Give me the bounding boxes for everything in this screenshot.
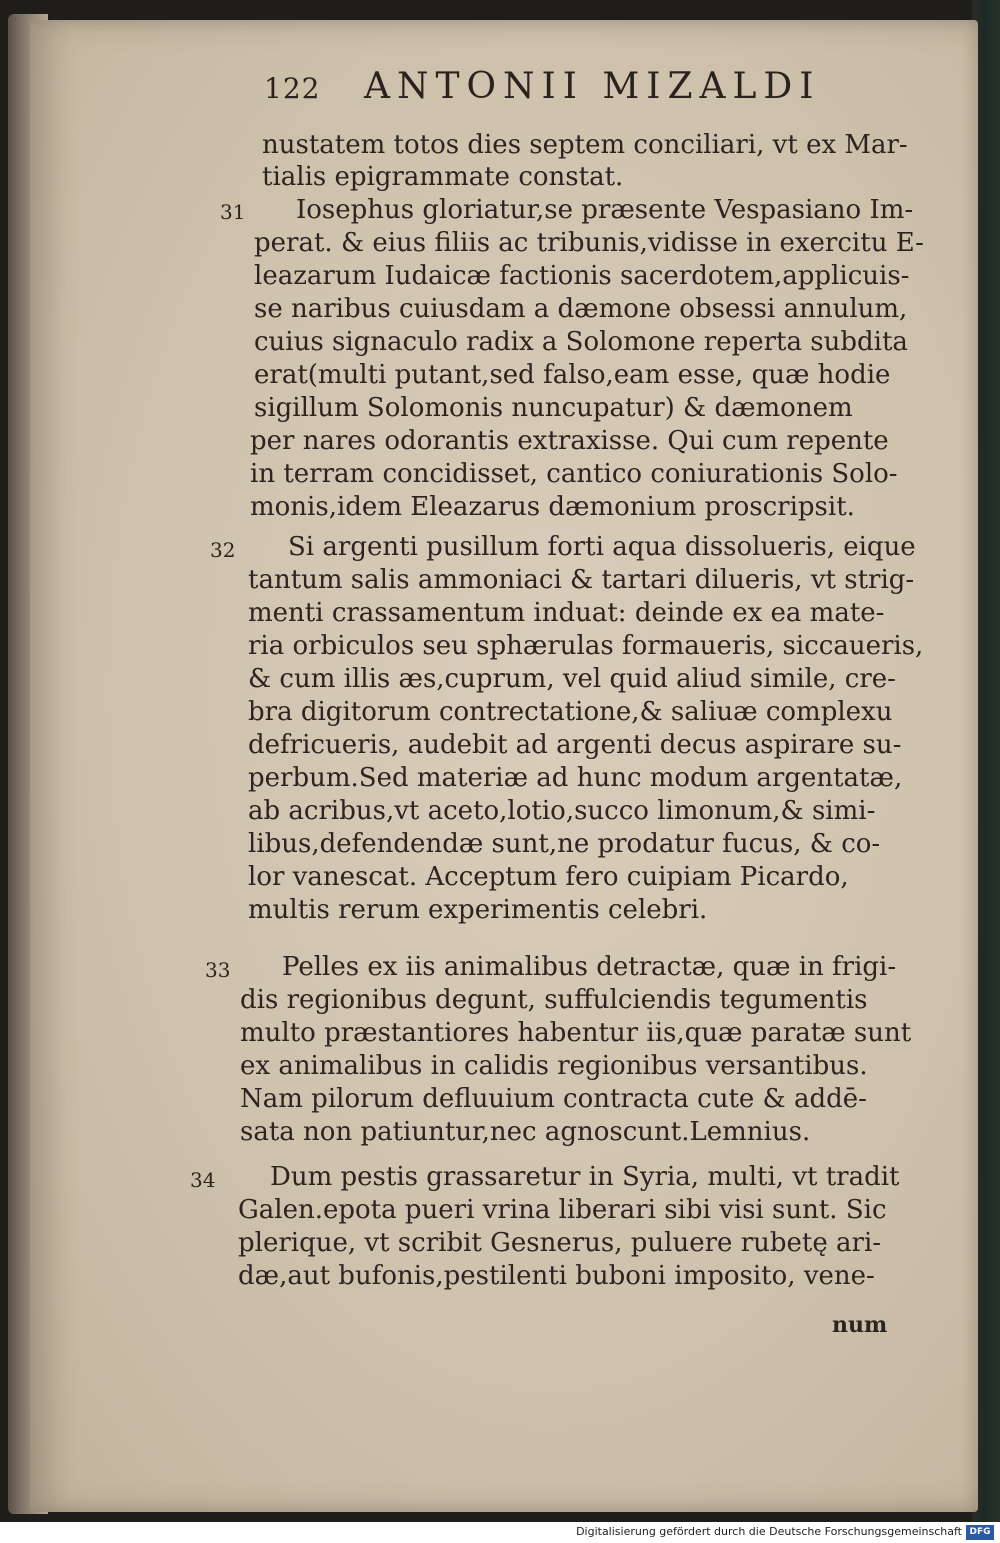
text-line: cuius signaculo radix a Solomone reperta subdita xyxy=(254,327,908,357)
digitization-footer xyxy=(0,1522,1000,1543)
text-line: lor vanescat. Acceptum fero cuipiam Picardo, xyxy=(248,862,849,892)
text-line: leazarum Iudaicæ factionis sacerdotem,applicuis- xyxy=(254,261,910,291)
text-line: Si argenti pusillum forti aqua dissolueris, eique xyxy=(288,532,916,562)
catchword: num xyxy=(832,1312,888,1338)
text-line: dæ,aut bufonis,pestilenti buboni imposito, vene- xyxy=(238,1261,875,1291)
text-line: ab acribus,vt aceto,lotio,succo limonum,& simi- xyxy=(248,796,876,826)
text-line: perat. & eius filiis ac tribunis,vidisse in exercitu E- xyxy=(254,228,924,258)
text-line: sigillum Solomonis nuncupatur) & dæmonem xyxy=(254,393,853,423)
margin-number: 33 xyxy=(205,958,231,982)
text-line: Nam pilorum defluuium contracta cute & addē- xyxy=(240,1084,867,1114)
text-line: Galen.epota pueri vrina liberari sibi visi sunt. Sic xyxy=(238,1195,887,1225)
dfg-logo: DFG xyxy=(966,1525,994,1540)
text-line: bra digitorum contrectatione,& saliuæ complexu xyxy=(248,697,893,727)
text-line: ex animalibus in calidis regionibus versantibus. xyxy=(240,1051,868,1081)
text-line: se naribus cuiusdam a dæmone obsessi annulum, xyxy=(254,294,908,324)
text-line: Dum pestis grassaretur in Syria, multi, vt tradit xyxy=(270,1162,900,1192)
text-line: sata non patiuntur,nec agnoscunt.Lemnius. xyxy=(240,1117,811,1147)
text-line: dis regionibus degunt, suffulciendis tegumentis xyxy=(240,985,868,1015)
text-line: & cum illis æs,cuprum, vel quid aliud simile, cre- xyxy=(248,664,896,694)
text-line: perbum.Sed materiæ ad hunc modum argentatæ, xyxy=(248,763,903,793)
text-line: erat(multi putant,sed falso,eam esse, quæ hodie xyxy=(254,360,891,390)
text-line: multo præstantiores habentur iis,quæ paratæ sunt xyxy=(240,1018,912,1048)
text-line: monis,idem Eleazarus dæmonium proscripsit. xyxy=(250,492,855,522)
margin-number: 32 xyxy=(210,538,236,562)
text-line: per nares odorantis extraxisse. Qui cum repente xyxy=(250,426,889,456)
text-line: defricueris, audebit ad argenti decus aspirare su- xyxy=(248,730,902,760)
text-line: multis rerum experimentis celebri. xyxy=(248,895,708,925)
text-line: nustatem totos dies septem conciliari, vt ex Mar- xyxy=(262,130,908,160)
margin-number: 34 xyxy=(190,1168,216,1192)
folio-number: 122 xyxy=(264,72,321,105)
text-line: plerique, vt scribit Gesnerus, puluere rubetę ari- xyxy=(238,1228,882,1258)
text-line: libus,defendendæ sunt,ne prodatur fucus, & co- xyxy=(248,829,881,859)
text-line: ria orbiculos seu sphærulas formaueris, siccaueris, xyxy=(248,631,924,661)
text-line: Iosephus gloriatur,se præsente Vespasiano Im- xyxy=(296,195,914,225)
text-line: tantum salis ammoniaci & tartari dilueris, vt strig- xyxy=(248,565,915,595)
funding-credit: Digitalisierung gefördert durch die Deutsche Forschungsgemeinschaft xyxy=(576,1525,962,1538)
text-line: Pelles ex iis animalibus detractæ, quæ in frigi- xyxy=(282,952,897,982)
margin-number: 31 xyxy=(220,200,246,224)
text-line: menti crassamentum induat: deinde ex ea mate- xyxy=(248,598,885,628)
running-head: ANTONII MIZALDI xyxy=(364,66,821,107)
text-line: tialis epigrammate constat. xyxy=(262,162,624,192)
page-header xyxy=(264,62,864,112)
text-line: in terram concidisset, cantico coniurationis Solo- xyxy=(250,459,898,489)
